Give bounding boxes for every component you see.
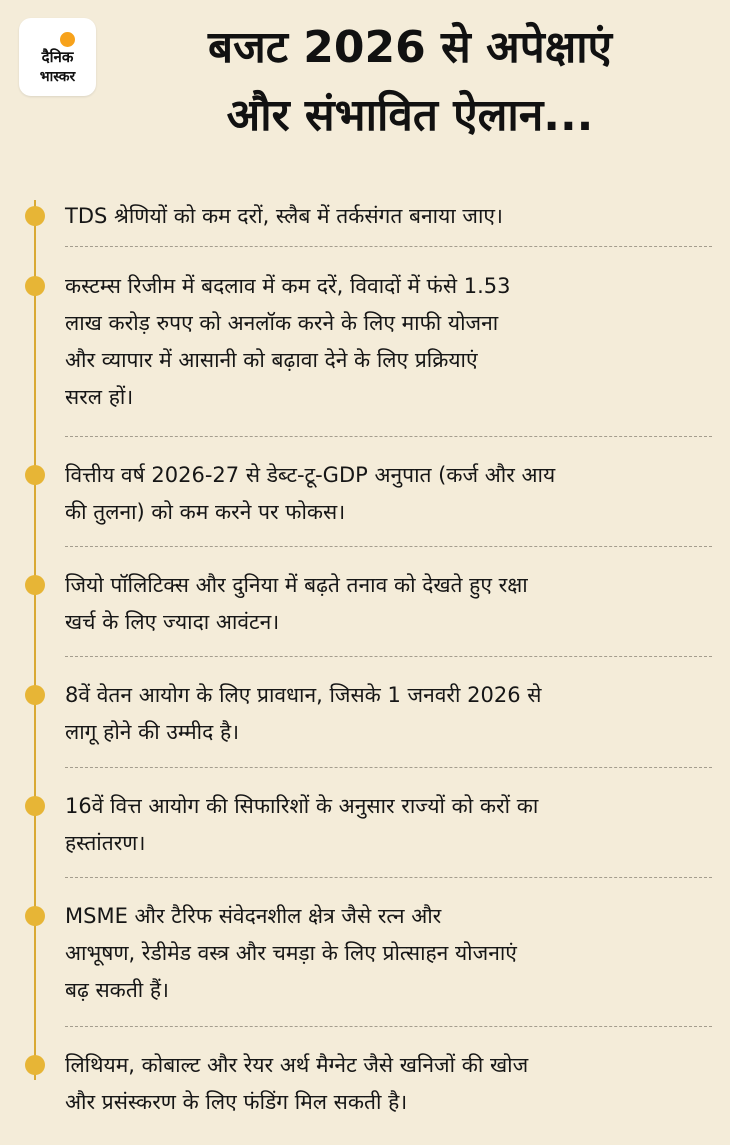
- bullet-dot-icon: [25, 206, 45, 226]
- list-item-text: वित्तीय वर्ष 2026-27 से डेब्ट-टू-GDP अनुपात (कर्ज और आय की तुलना) को कम करने पर फोकस।: [65, 463, 556, 524]
- divider: [65, 1026, 712, 1027]
- bullet-dot-icon: [25, 796, 45, 816]
- divider: [65, 877, 712, 878]
- bullet-dot-icon: [25, 465, 45, 485]
- list-item-text: कस्टम्स रिजीम में बदलाव में कम दरें, विवादों में फंसे 1.53 लाख करोड़ रुपए को अनलॉक करने के लिए माफी योजना और व्यापार में आसानी को बढ़ावा देने के लिए प्रक्रियाएं सरल हों।: [65, 274, 511, 409]
- divider: [65, 436, 712, 437]
- divider: [65, 656, 712, 657]
- bullet-dot-icon: [25, 575, 45, 595]
- list-item-text: जियो पॉलिटिक्स और दुनिया में बढ़ते तनाव को देखते हुए रक्षा खर्च के लिए ज्यादा आवंटन।: [65, 573, 528, 634]
- bullet-dot-icon: [25, 276, 45, 296]
- bullet-dot-icon: [25, 906, 45, 926]
- list-item-text: MSME और टैरिफ संवेदनशील क्षेत्र जैसे रत्न और आभूषण, रेडीमेड वस्त्र और चमड़ा के लिए प्रोत्साहन योजनाएं बढ़ सकती हैं।: [65, 904, 517, 1002]
- list-item-text: लिथियम, कोबाल्ट और रेयर अर्थ मैग्नेट जैसे खनिजों की खोज और प्रसंस्करण के लिए फंडिंग मिल सकती है।: [65, 1053, 529, 1114]
- divider: [65, 546, 712, 547]
- divider: [65, 246, 712, 247]
- logo-text-line2: भास्कर: [39, 69, 76, 85]
- divider: [65, 767, 712, 768]
- bullet-dot-icon: [25, 685, 45, 705]
- list-item-text: TDS श्रेणियों को कम दरों, स्लैब में तर्कसंगत बनाया जाए।: [65, 204, 503, 228]
- bullet-dot-icon: [25, 1055, 45, 1075]
- list-item-text: 16वें वित्त आयोग की सिफारिशों के अनुसार राज्यों को करों का हस्तांतरण।: [65, 794, 539, 855]
- logo-text-line1: दैनिक: [41, 48, 74, 66]
- page-title: बजट 2026 से अपेक्षाएं और संभावित ऐलान...: [208, 22, 612, 141]
- list-item-text: 8वें वेतन आयोग के लिए प्रावधान, जिसके 1 जनवरी 2026 से लागू होने की उम्मीद है।: [65, 683, 542, 744]
